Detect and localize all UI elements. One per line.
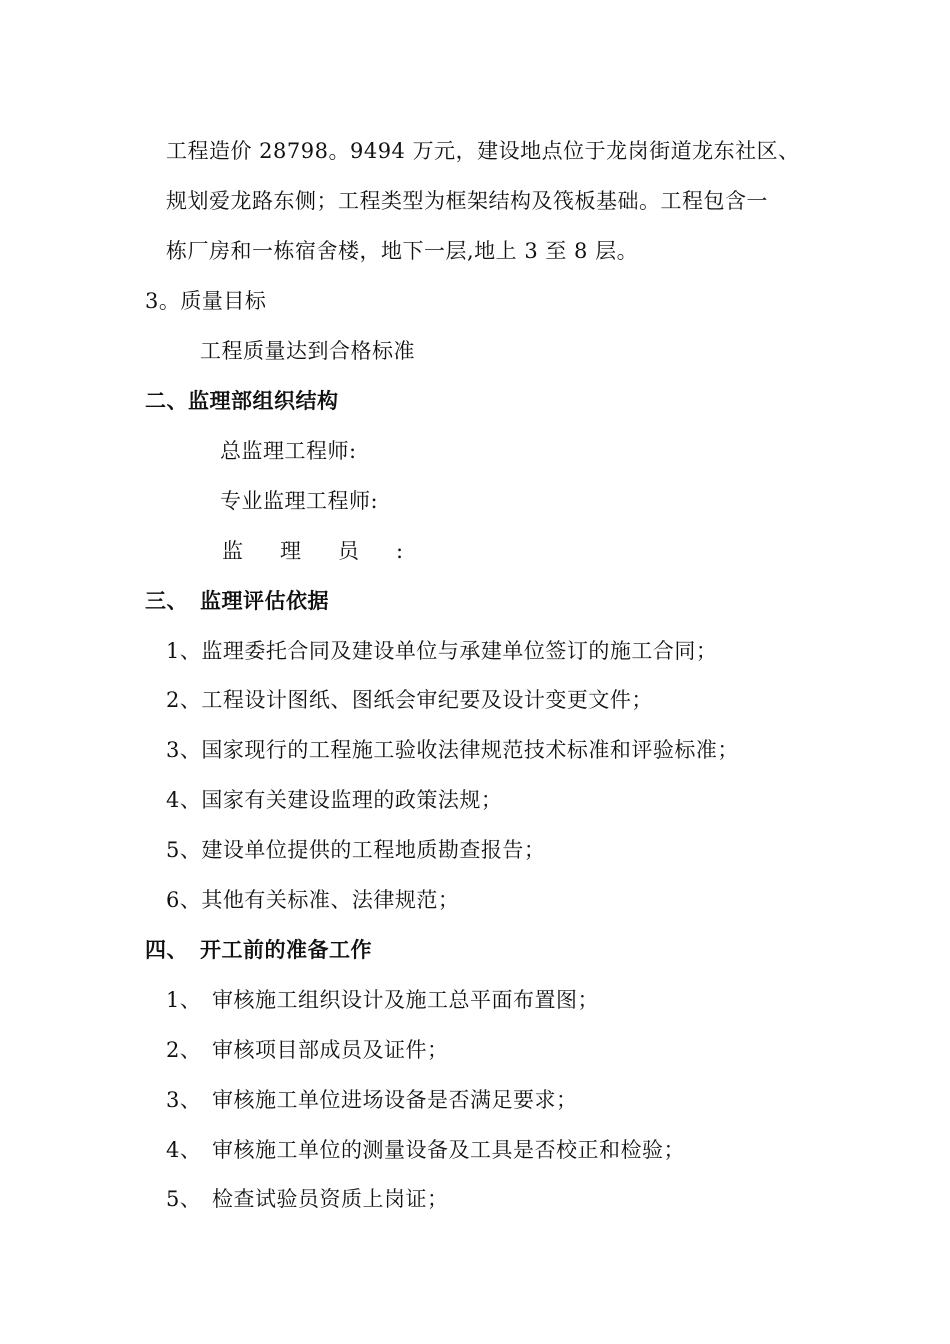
prep-item [166, 1185, 449, 1213]
prep-item-text: 审核施工组织设计及施工总平面布置图； [212, 988, 599, 1012]
inspector-char: 监 [222, 539, 243, 563]
section-3-heading-num: 三、 [145, 589, 188, 613]
prep-item [166, 1086, 578, 1114]
specialist-engineer-label: 专业监理工程师: [220, 489, 379, 513]
basis-item: 1、监理委托合同及建设单位与承建单位签订的施工合同； [166, 639, 718, 663]
prep-item [166, 1036, 449, 1064]
prep-item [166, 1136, 685, 1164]
prep-item-num: 3、 [166, 1088, 202, 1112]
prep-item-num: 5、 [166, 1187, 202, 1211]
intro-line-1: 工程造价 28798。9494 万元，建设地点位于龙岗街道龙东社区、 [166, 139, 800, 163]
section-3-heading-text: 监理评估依据 [200, 589, 329, 613]
section-4-heading-num: 四、 [145, 938, 188, 962]
quality-heading: 3。质量目标 [145, 289, 267, 313]
inspector-char: 员 [338, 539, 359, 563]
section-4-heading-text: 开工前的准备工作 [200, 938, 372, 962]
inspector-char: : [396, 539, 404, 563]
intro-line-3: 栋厂房和一栋宿舍楼，地下一层,地上 3 至 8 层。 [166, 239, 639, 263]
prep-item-num: 4、 [166, 1138, 202, 1162]
prep-item-text: 审核施工单位的测量设备及工具是否校正和检验； [212, 1138, 685, 1162]
basis-item: 2、工程设计图纸、图纸会审纪要及设计变更文件； [166, 688, 653, 712]
basis-item: 3、国家现行的工程施工验收法律规范技术标准和评验标准； [166, 738, 739, 762]
prep-item-num: 1、 [166, 988, 202, 1012]
basis-item: 4、国家有关建设监理的政策法规； [166, 788, 503, 812]
prep-item-text: 检查试验员资质上岗证； [212, 1187, 449, 1211]
section-3-heading [145, 587, 329, 615]
intro-line-2: 规划爱龙路东侧；工程类型为框架结构及筏板基础。工程包含一 [166, 189, 768, 213]
chief-engineer-label: 总监理工程师: [220, 439, 357, 463]
basis-item: 6、其他有关标准、法律规范； [166, 888, 460, 912]
quality-text: 工程质量达到合格标准 [200, 339, 415, 363]
prep-item-text: 审核施工单位进场设备是否满足要求； [212, 1088, 578, 1112]
prep-item-num: 2、 [166, 1038, 202, 1062]
inspector-char: 理 [280, 539, 301, 563]
prep-item [166, 986, 599, 1014]
prep-item-text: 审核项目部成员及证件； [212, 1038, 449, 1062]
basis-item: 5、建设单位提供的工程地质勘查报告； [166, 838, 546, 862]
section-4-heading [145, 936, 372, 964]
section-2-heading: 二、监理部组织结构 [145, 389, 339, 413]
inspector-label [222, 537, 403, 565]
